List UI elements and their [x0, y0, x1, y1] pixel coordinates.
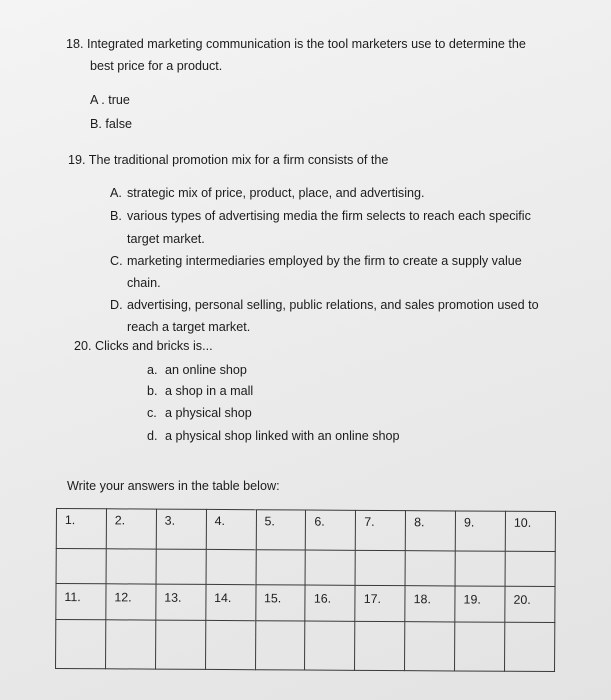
question-19-option-b-continued: target market. — [127, 232, 205, 246]
option-text: strategic mix of price, product, place, and advertising. — [127, 186, 425, 200]
option-letter: a. — [147, 363, 158, 377]
question-19-option-c — [110, 253, 522, 269]
question-19-option-c-continued: chain. — [127, 276, 161, 290]
answer-cell-label: 15. — [255, 585, 305, 621]
option-letter: A. — [110, 186, 122, 200]
option-text: a shop in a mall — [165, 384, 254, 398]
question-18-option-b — [90, 116, 132, 132]
answer-input-cell[interactable] — [355, 621, 405, 670]
question-19-option-a — [110, 185, 425, 201]
option-letter: d. — [147, 429, 158, 443]
answer-input-cell[interactable] — [305, 550, 355, 585]
answer-input-cell[interactable] — [106, 549, 156, 584]
option-text: marketing intermediaries employed by the firm to create a supply value — [127, 254, 522, 268]
question-18-text-line1: 18. Integrated marketing communication is the tool marketers use to determine the — [66, 37, 526, 51]
question-19-option-b — [110, 208, 531, 224]
answer-table-label-row — [56, 584, 555, 623]
option-text: true — [108, 93, 130, 107]
question-20-option-a — [147, 362, 247, 378]
answer-input-cell[interactable] — [56, 620, 106, 669]
answer-input-cell[interactable] — [56, 549, 106, 584]
answer-input-cell[interactable] — [105, 620, 155, 669]
answer-table-label-row — [56, 509, 555, 552]
answer-cell-label: 16. — [305, 585, 355, 621]
option-letter: b. — [147, 384, 158, 398]
answer-input-cell[interactable] — [205, 620, 255, 669]
answer-input-cell[interactable] — [405, 622, 455, 671]
question-18-text-line2: best price for a product. — [90, 59, 223, 73]
answer-input-cell[interactable] — [505, 551, 555, 586]
question-20-stem: 20. Clicks and bricks is... — [74, 339, 213, 353]
answer-cell-label: 17. — [355, 585, 405, 621]
answer-cell-label: 19. — [455, 586, 505, 622]
answer-cell-label: 9. — [455, 511, 505, 551]
option-text: advertising, personal selling, public relations, and sales promotion used to — [127, 298, 539, 312]
option-text: an online shop — [165, 363, 247, 377]
answer-input-cell[interactable] — [455, 551, 505, 586]
option-letter: A . — [90, 93, 105, 107]
answer-cell-label: 12. — [106, 584, 156, 620]
answer-cell-label: 13. — [156, 584, 206, 620]
answer-cell-label: 4. — [206, 509, 256, 549]
option-text: false — [105, 117, 133, 131]
answer-table-input-row — [56, 620, 555, 672]
answer-cell-label: 11. — [56, 584, 106, 620]
answer-cell-label: 18. — [405, 586, 455, 622]
question-19-stem: 19. The traditional promotion mix for a firm consists of the — [68, 153, 389, 167]
answer-input-cell[interactable] — [355, 550, 405, 585]
option-letter: B. — [90, 117, 102, 131]
option-letter: c. — [147, 406, 157, 420]
answer-input-cell[interactable] — [505, 622, 555, 671]
question-20-option-b — [147, 383, 253, 399]
answer-input-cell[interactable] — [405, 551, 455, 586]
answer-cell-label: 1. — [56, 509, 106, 549]
answer-input-cell[interactable] — [206, 549, 256, 584]
answer-cell-label: 7. — [356, 510, 406, 550]
option-text: a physical shop linked with an online shop — [165, 429, 400, 443]
answer-cell-label: 10. — [505, 511, 555, 551]
question-18-option-a — [90, 92, 130, 108]
answer-input-cell[interactable] — [156, 549, 206, 584]
answer-table — [55, 508, 556, 672]
option-letter: D. — [110, 298, 123, 312]
answer-cell-label: 2. — [106, 509, 156, 549]
answer-input-cell[interactable] — [256, 550, 306, 585]
answer-input-cell[interactable] — [305, 621, 355, 670]
answer-cell-label: 20. — [505, 586, 555, 622]
answer-cell-label: 14. — [205, 584, 255, 620]
answer-cell-label: 6. — [306, 510, 356, 550]
question-20-option-c — [147, 405, 252, 421]
answer-cell-label: 3. — [156, 509, 206, 549]
answer-table-input-row — [56, 549, 555, 587]
option-letter: C. — [110, 254, 123, 268]
question-19-option-d — [110, 297, 539, 313]
option-letter: B. — [110, 209, 122, 223]
option-text: various types of advertising media the firm selects to reach each specific — [127, 209, 531, 223]
question-19-option-d-continued: reach a target market. — [127, 320, 251, 334]
answer-input-cell[interactable] — [155, 620, 205, 669]
answer-input-cell[interactable] — [455, 622, 505, 671]
answer-cell-label: 5. — [256, 510, 306, 550]
question-20-option-d — [147, 428, 400, 444]
answer-instructions: Write your answers in the table below: — [67, 479, 280, 493]
option-text: a physical shop — [165, 406, 252, 420]
answer-cell-label: 8. — [405, 511, 455, 551]
answer-input-cell[interactable] — [255, 621, 305, 670]
